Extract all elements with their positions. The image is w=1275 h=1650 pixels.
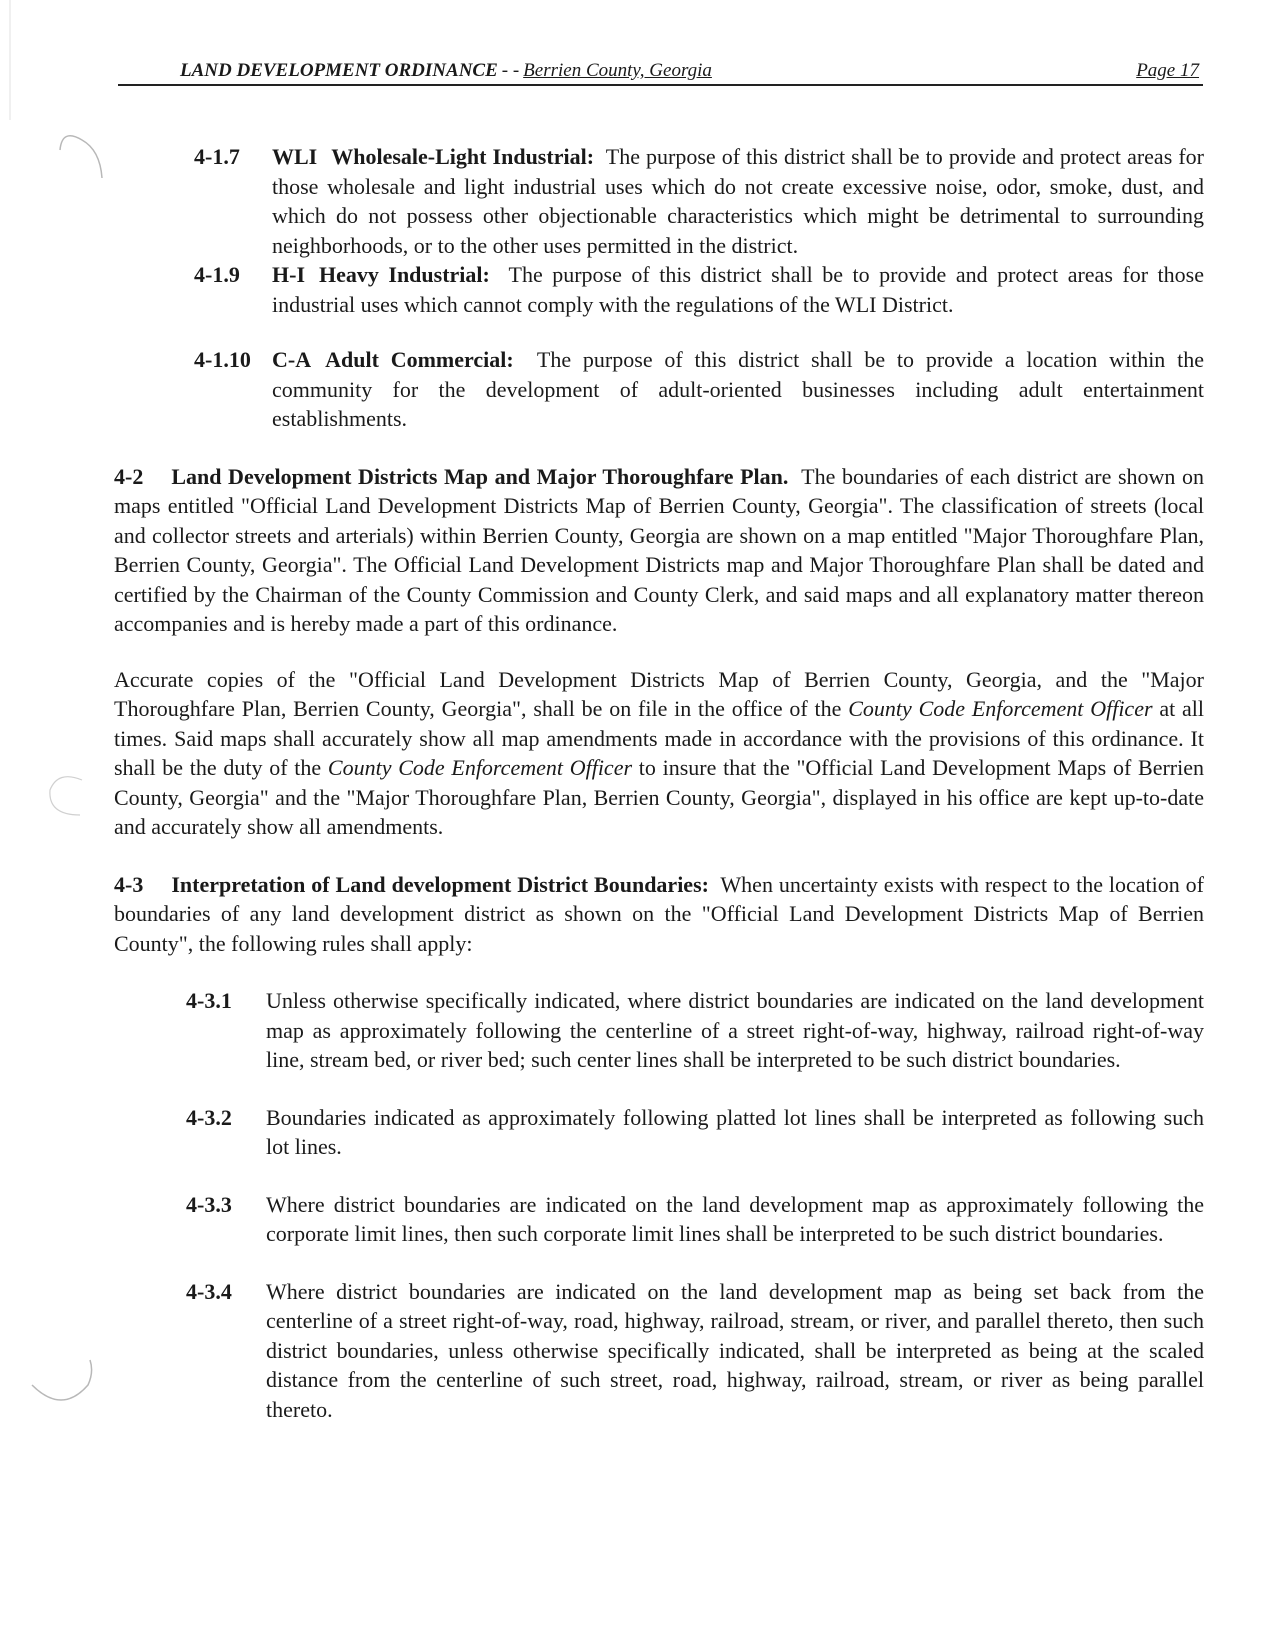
section-4-3-4 (114, 1277, 1204, 1425)
section-text: Boundaries indicated as approximately following platted lot lines shall be interpreted as following such lot lines. (266, 1104, 1204, 1159)
section-heading: Interpretation of Land development District Boundaries: (171, 871, 709, 897)
header-title-group (180, 60, 712, 82)
section-number: 4-1.9 (194, 262, 240, 287)
section-text: The boundaries of each district are shown on maps entitled "Official Land Development Districts Map of Berrien County, Georgia". The classification of streets (local and collector streets and arterials) within Berrien County, Georgia are shown on a map entitled "Major Thoroughfare Plan, Berrien County, Georgia". The Official Land Development Districts map and Major Thoroughfare Plan shall be dated and certified by the Chairman of the County Commission and County Clerk, and said maps and all explanatory matter thereon accompanies and is hereby made a part of this ordinance. (114, 463, 1204, 636)
section-4-1-7 (114, 142, 1204, 260)
header-county: Berrien County, Georgia (523, 60, 712, 81)
page-number: Page 17 (1136, 60, 1199, 81)
section-text: Where district boundaries are indicated on the land development map as approximately following the corporate limit lines, then such corporate limit lines shall be interpreted to be such district boundaries. (266, 1191, 1204, 1246)
header-separator: - - (501, 60, 520, 81)
section-4-3-1 (114, 986, 1204, 1075)
section-text: The purpose of this district shall be to provide a location within the community for the development of adult-oriented businesses including adult entertainment establishments. (272, 347, 1204, 431)
section-text: Where district boundaries are indicated on the land development map as being set back from the centerline of a street right-of-way, road, highway, railroad, stream, or river, and parallel thereto, then such district boundaries, unless otherwise specifically indicated, shall be interpreted as being at the scaled distance from the centerline of such street, road, highway, railroad, stream, or river as being parallel thereto. (266, 1278, 1204, 1422)
district-code: H-I (272, 262, 305, 287)
section-heading: Land Development Districts Map and Major Thoroughfare Plan. (171, 463, 789, 489)
section-text: Unless otherwise specifically indicated, where district boundaries are indicated on the land development map as approximately following the centerline of a street right-of-way, highway, railroad right-of-way line, stream bed, or river bed; such center lines shall be interpreted to be such district boundaries. (266, 988, 1204, 1072)
section-number: 4-1.10 (194, 347, 251, 372)
section-4-3 (114, 870, 1204, 959)
district-name: Heavy Industrial: (319, 262, 490, 287)
district-code: C-A (272, 347, 312, 372)
section-text: When uncertainty exists with respect to the location of boundaries of any land development district as shown on the "Official Land Development Districts Map of Berrien County", the following rules shall apply: (114, 871, 1204, 956)
scan-marks (0, 0, 130, 1650)
officer-title: County Code Enforcement Officer (327, 755, 633, 780)
section-paragraph (272, 142, 1204, 260)
document-body (114, 142, 1204, 1424)
section-4-1-9 (114, 260, 1204, 319)
district-name: Wholesale-Light Industrial: (331, 144, 595, 169)
section-number: 4-3.1 (186, 988, 232, 1013)
officer-title: County Code Enforcement Officer (848, 696, 1153, 721)
section-paragraph (272, 345, 1204, 434)
page-header (118, 60, 1203, 86)
section-text: The purpose of this district shall be to provide and protect areas for those wholesale and light industrial uses which do not create excessive noise, odor, smoke, dust, and which do not possess other objectionable characteristics which might be detrimental to surrounding neighborhoods, or to the other uses permitted in the district. (272, 144, 1204, 258)
district-code: WLI (272, 144, 318, 169)
copies-text-3: to insure that the "Official Land Development Maps of Berrien County, Georgia" and the "Major Thoroughfare Plan, Berrien County, Georgia", displayed in his office are kept up-to-date and accurately show all amendments. (114, 755, 1205, 839)
section-4-3-2 (114, 1103, 1204, 1162)
section-number: 4-3.3 (186, 1191, 232, 1217)
copies-text-1: Accurate copies of the "Official Land Development Districts Map of Berrien County, Georgia, and the "Major Thoroughfare Plan, Berrien County, Georgia", shall be on file in the office of the (114, 666, 1204, 721)
district-name: Adult Commercial: (325, 347, 514, 372)
section-4-2-copies (114, 665, 1204, 842)
document-title: LAND DEVELOPMENT ORDINANCE (180, 60, 498, 81)
section-number: 4-3.4 (186, 1278, 232, 1304)
section-paragraph (272, 260, 1204, 319)
section-4-3-3 (114, 1190, 1204, 1249)
section-text: The purpose of this district shall be to provide and protect areas for those industrial uses which cannot comply with the regulations of the WLI District. (272, 262, 1204, 317)
copies-text-2: at all times. Said maps shall accurately show all map amendments made in accordance with the provisions of this ordinance. It shall be the duty of the (114, 696, 1204, 780)
section-4-1-10 (114, 345, 1204, 434)
section-number: 4-3.2 (186, 1104, 232, 1130)
section-4-2 (114, 462, 1204, 639)
section-number: 4-1.7 (194, 144, 240, 169)
section-number: 4-3 (114, 871, 144, 897)
section-number: 4-2 (114, 463, 144, 489)
